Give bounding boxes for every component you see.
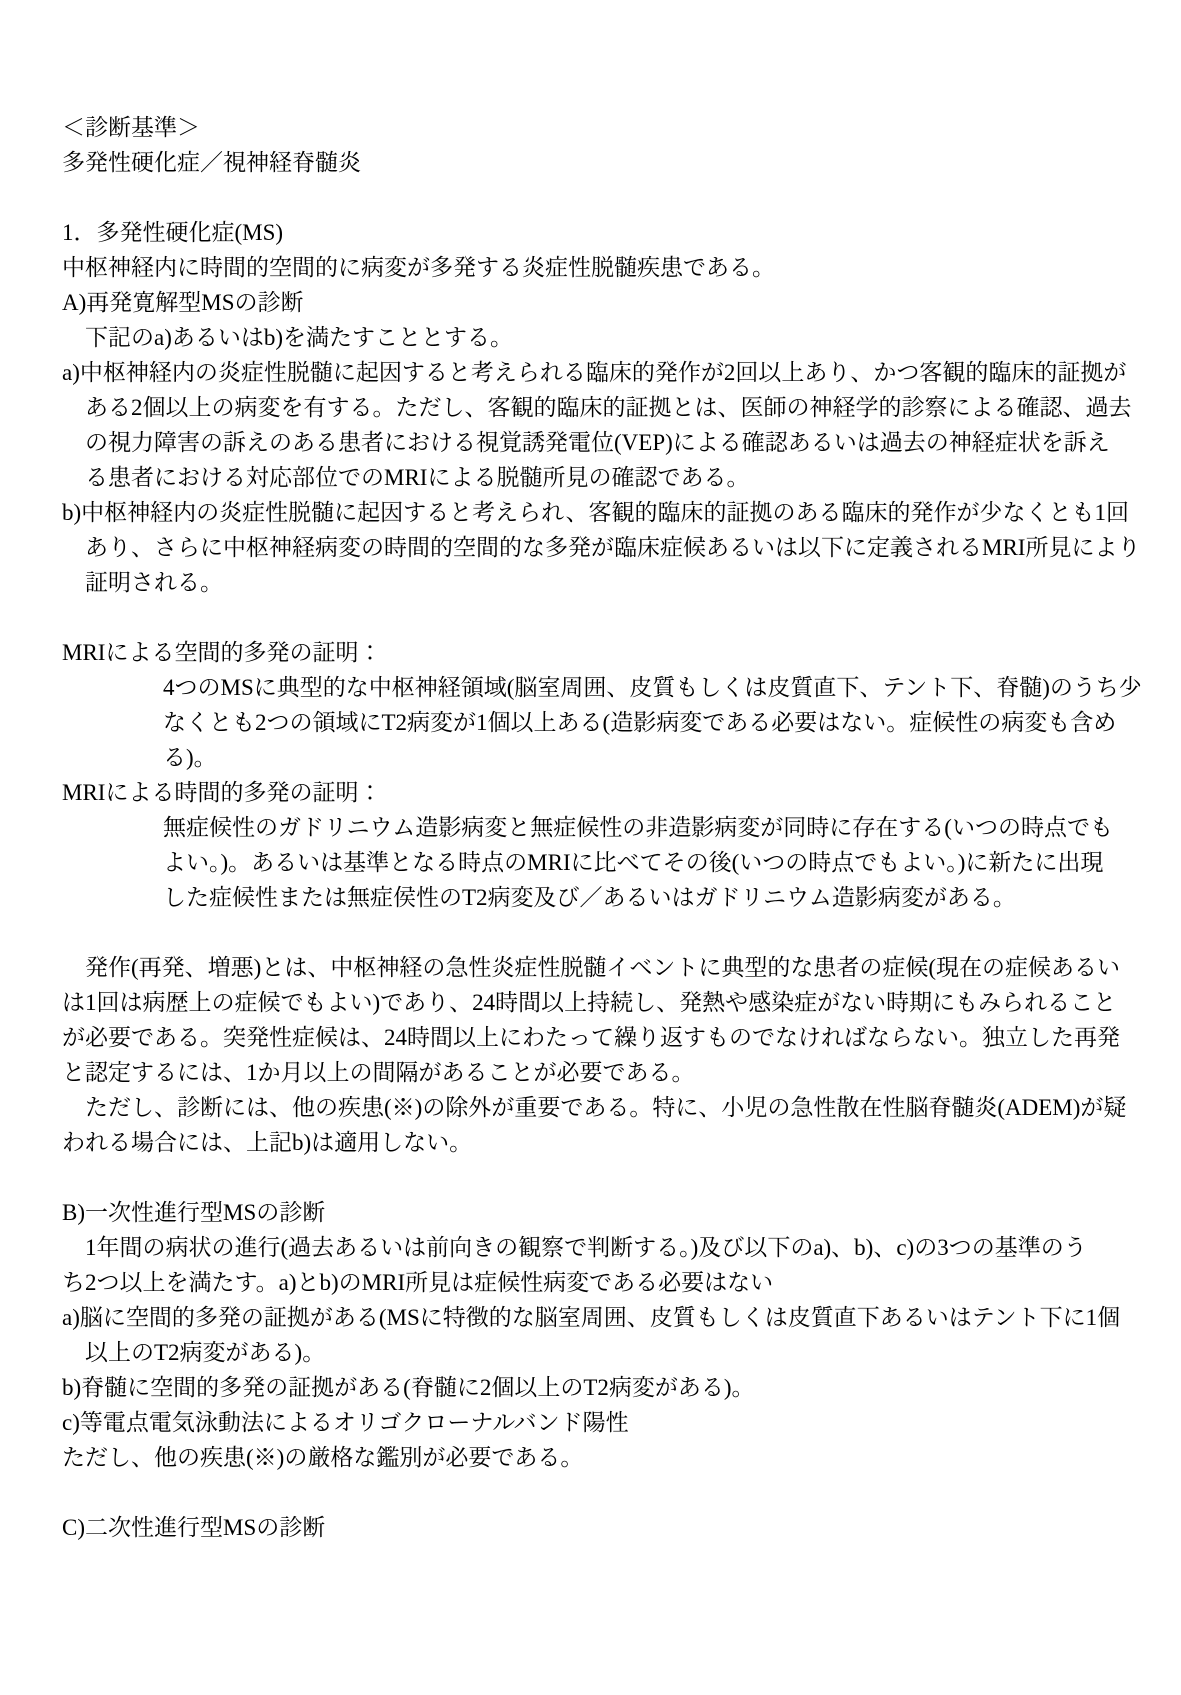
text-line: あり、さらに中枢神経病変の時間的空間的な多発が臨床症候あるいは以下に定義されるMRI所見により xyxy=(62,535,1141,560)
text-line: ち2つ以上を満たす。a)とb)のMRI所見は症候性病変である必要はない xyxy=(62,1270,774,1295)
text-line: が必要である。突発性症候は、24時間以上にわたって繰り返すものでなければならない。独立した再発 xyxy=(62,1025,1120,1050)
list-item-b: b)脊髄に空間的多発の証拠がある(脊髄に2個以上のT2病変がある)。 xyxy=(62,1375,755,1400)
text-line: 発作(再発、増悪)とは、中枢神経の急性炎症性脱髄イベントに典型的な患者の症候(現在の症候あるい xyxy=(62,955,1120,980)
text-line: 無症候性のガドリニウム造影病変と無症候性の非造影病変が同時に存在する(いつの時点でも xyxy=(163,815,1113,840)
text-line: 中枢神経内に時間的空間的に病変が多発する炎症性脱髄疾患である。 xyxy=(62,255,775,280)
text-line: した症候性または無症侯性のT2病変及び／あるいはガドリニウム造影病変がある。 xyxy=(163,885,1016,910)
text-line: 1年間の病状の進行(過去あるいは前向きの観察で判断する。)及び以下のa)、b)、c)の3つの基準のう xyxy=(62,1235,1087,1260)
blank-line xyxy=(62,1160,1141,1195)
mri-spatial-heading: MRIによる空間的多発の証明： xyxy=(62,640,382,665)
text-line: る患者における対応部位でのMRIによる脱髄所見の確認である。 xyxy=(62,465,750,490)
text-line: ある2個以上の病変を有する。ただし、客観的臨床的証拠とは、医師の神経学的診察による確認、過去 xyxy=(62,395,1132,420)
text-line: 以上のT2病変がある)。 xyxy=(62,1340,326,1365)
doc-title: ＜診断基準＞ xyxy=(62,115,200,140)
list-item-a: a)中枢神経内の炎症性脱髄に起因すると考えられる臨床的発作が2回以上あり、かつ客観的臨床的証拠が xyxy=(62,360,1127,385)
text-line: ただし、他の疾患(※)の厳格な鑑別が必要である。 xyxy=(62,1445,584,1470)
section-1-heading: 1．多発性硬化症(MS) xyxy=(62,220,284,245)
blank-line xyxy=(62,600,1141,635)
list-item-b: b)中枢神経内の炎症性脱髄に起因すると考えられ、客観的臨床的証拠のある臨床的発作が少なくとも1回 xyxy=(62,500,1130,525)
text-line: と認定するには、1か月以上の間隔があることが必要である。 xyxy=(62,1060,695,1085)
text-line: 下記のa)あるいはb)を満たすこととする。 xyxy=(62,325,514,350)
blank-line xyxy=(62,180,1141,215)
doc-subtitle: 多発性硬化症／視神経脊髄炎 xyxy=(62,150,361,175)
text-line: る)。 xyxy=(163,745,217,770)
text-line: は1回は病歴上の症候でもよい)であり、24時間以上持続し、発熱や感染症がない時期にもみられること xyxy=(62,990,1117,1015)
section-b-heading: B)一次性進行型MSの診断 xyxy=(62,1200,326,1225)
text-line: なくとも2つの領域にT2病変が1個以上ある(造影病変である必要はない。症候性の病変も含め xyxy=(163,710,1117,735)
blank-line xyxy=(62,1475,1141,1510)
text-line: の視力障害の訴えのある患者における視覚誘発電位(VEP)による確認あるいは過去の神経症状を訴え xyxy=(62,430,1110,455)
text-line: ただし、診断には、他の疾患(※)の除外が重要である。特に、小児の急性散在性脳脊髄炎(ADEM)が疑 xyxy=(62,1095,1127,1120)
text-line: 証明される。 xyxy=(62,570,223,595)
section-c-heading: C)二次性進行型MSの診断 xyxy=(62,1515,326,1540)
list-item-a: a)脳に空間的多発の証拠がある(MSに特徴的な脳室周囲、皮質もしくは皮質直下あるいはテント下に1個 xyxy=(62,1305,1121,1330)
text-line: われる場合には、上記b)は適用しない。 xyxy=(62,1130,473,1155)
mri-temporal-heading: MRIによる時間的多発の証明： xyxy=(62,780,382,805)
text-line: よい。)。あるいは基準となる時点のMRIに比べてその後(いつの時点でもよい。)に新たに出現 xyxy=(163,850,1104,875)
list-item-c: c)等電点電気泳動法によるオリゴクローナルバンド陽性 xyxy=(62,1410,629,1435)
text-line: 4つのMSに典型的な中枢神経領域(脳室周囲、皮質もしくは皮質直下、テント下、脊髄)のうち少 xyxy=(163,675,1142,700)
section-a-heading: A)再発寛解型MSの診断 xyxy=(62,290,304,315)
blank-line xyxy=(62,915,1141,950)
